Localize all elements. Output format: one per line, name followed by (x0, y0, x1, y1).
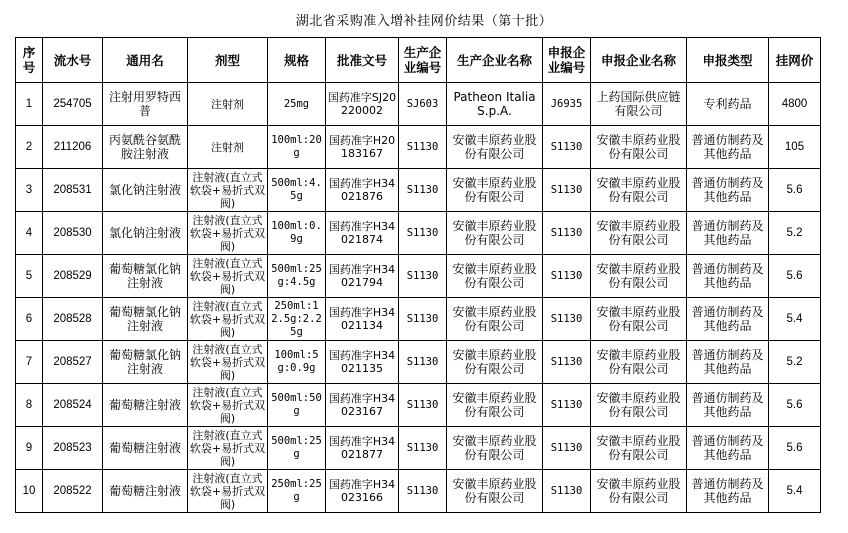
cell-declarer-name (591, 212, 687, 255)
cell-price (769, 470, 821, 513)
cell-generic-name-text: 葡萄糖氯化钠注射液 (108, 262, 181, 290)
cell-declarer-name-text: 安徽丰原药业股份有限公司 (596, 477, 681, 505)
cell-serial (43, 255, 103, 298)
cell-dosage-form (188, 341, 268, 384)
cell-declarer-code (543, 169, 591, 212)
cell-spec (268, 298, 326, 341)
cell-dosage-form (188, 427, 268, 470)
cell-declarer-name (591, 169, 687, 212)
cell-declaration-type (687, 341, 769, 384)
cell-manufacturer-code-text: S1130 (406, 312, 439, 325)
table-row (16, 298, 821, 341)
cell-manufacturer-name-text: 安徽丰原药业股份有限公司 (452, 133, 537, 161)
cell-generic-name (103, 384, 188, 427)
cell-serial-text: 208522 (53, 485, 92, 497)
cell-no-text: 6 (25, 313, 33, 325)
cell-generic-name-text: 葡萄糖氯化钠注射液 (108, 305, 181, 333)
cell-price (769, 169, 821, 212)
cell-no (16, 470, 43, 513)
cell-declarer-code-text: S1130 (550, 312, 583, 325)
page-title: 湖北省采购准入增补挂网价结果（第十批） (295, 14, 553, 29)
table-row (16, 126, 821, 169)
cell-approval-number-text: 国药准字H34023167 (328, 392, 396, 418)
cell-price-text: 5.2 (786, 227, 803, 239)
cell-manufacturer-name (447, 427, 543, 470)
cell-manufacturer-code (399, 255, 447, 298)
cell-manufacturer-code-text: S1130 (406, 226, 439, 239)
cell-approval-number-text: 国药准字H20183167 (328, 134, 396, 160)
cell-manufacturer-code (399, 212, 447, 255)
cell-generic-name-text: 丙氨酰谷氨酰胺注射液 (108, 133, 181, 161)
cell-serial (43, 169, 103, 212)
cell-no-text: 8 (25, 399, 33, 411)
cell-declarer-name (591, 255, 687, 298)
cell-spec (268, 255, 326, 298)
cell-serial-text: 254705 (53, 98, 92, 110)
cell-no (16, 83, 43, 126)
cell-declaration-type-text: 普通仿制药及其他药品 (691, 133, 764, 161)
cell-no-text: 7 (25, 356, 33, 368)
cell-declarer-code (543, 341, 591, 384)
cell-generic-name-text: 氯化钠注射液 (108, 183, 181, 197)
cell-approval-number (326, 427, 399, 470)
cell-manufacturer-code-text: S1130 (406, 398, 439, 411)
cell-approval-number-text: 国药准字H34021876 (328, 177, 396, 203)
cell-no (16, 126, 43, 169)
cell-no (16, 169, 43, 212)
cell-manufacturer-code-text: S1130 (406, 183, 439, 196)
cell-spec (268, 470, 326, 513)
cell-price-text: 5.6 (786, 399, 803, 411)
cell-declaration-type-text: 普通仿制药及其他药品 (691, 262, 764, 290)
cell-dosage-form (188, 169, 268, 212)
cell-generic-name (103, 470, 188, 513)
cell-serial (43, 83, 103, 126)
cell-price-text: 4800 (781, 98, 808, 110)
cell-manufacturer-name (447, 126, 543, 169)
cell-declarer-name-text: 安徽丰原药业股份有限公司 (596, 262, 681, 290)
cell-dosage-form (188, 384, 268, 427)
cell-manufacturer-code (399, 470, 447, 513)
cell-manufacturer-code (399, 427, 447, 470)
table-row (16, 83, 821, 126)
cell-declaration-type (687, 212, 769, 255)
cell-dosage-form-text: 注射液(直立式软袋+易折式双阀) (189, 170, 266, 210)
cell-spec (268, 341, 326, 384)
cell-approval-number-text: 国药准字H34023166 (328, 478, 396, 504)
cell-spec-text: 100ml:0.9g (271, 220, 322, 245)
cell-no (16, 341, 43, 384)
cell-no-text: 2 (25, 141, 33, 153)
cell-serial-text: 208527 (53, 356, 92, 368)
cell-manufacturer-code (399, 169, 447, 212)
cell-no (16, 255, 43, 298)
cell-dosage-form (188, 83, 268, 126)
header-declarer-code: 申报企业编号 (543, 38, 591, 83)
cell-serial (43, 212, 103, 255)
cell-dosage-form-text: 注射液(直立式软袋+易折式双阀) (189, 428, 266, 468)
cell-declarer-name (591, 341, 687, 384)
cell-manufacturer-name (447, 341, 543, 384)
cell-manufacturer-code-text: S1130 (406, 484, 439, 497)
cell-declaration-type (687, 83, 769, 126)
cell-manufacturer-name (447, 298, 543, 341)
header-price: 挂网价 (769, 38, 821, 83)
cell-declarer-name-text: 上药国际供应链有限公司 (596, 90, 681, 118)
header-manufacturer-name: 生产企业名称 (447, 38, 543, 83)
cell-manufacturer-name-text: 安徽丰原药业股份有限公司 (452, 391, 537, 419)
cell-generic-name-text: 葡萄糖注射液 (108, 441, 181, 455)
cell-dosage-form (188, 470, 268, 513)
cell-generic-name (103, 212, 188, 255)
cell-approval-number (326, 126, 399, 169)
cell-manufacturer-code (399, 126, 447, 169)
cell-declaration-type (687, 470, 769, 513)
cell-no-text: 1 (25, 98, 33, 110)
header-approval-number: 批准文号 (326, 38, 399, 83)
cell-serial-text: 208530 (53, 227, 92, 239)
cell-approval-number-text: 国药准字H34021794 (328, 263, 396, 289)
cell-spec-text: 500ml:4.5g (271, 177, 322, 202)
cell-approval-number-text: 国药准字H34021134 (328, 306, 396, 332)
cell-price-text: 5.6 (786, 442, 803, 454)
cell-manufacturer-code-text: S1130 (406, 269, 439, 282)
cell-generic-name-text: 葡萄糖氯化钠注射液 (108, 348, 181, 376)
cell-approval-number (326, 384, 399, 427)
cell-declaration-type (687, 169, 769, 212)
cell-serial (43, 427, 103, 470)
cell-serial-text: 211206 (53, 141, 92, 153)
cell-price (769, 298, 821, 341)
cell-declarer-name-text: 安徽丰原药业股份有限公司 (596, 133, 681, 161)
cell-declarer-name (591, 470, 687, 513)
cell-dosage-form-text: 注射液(直立式软袋+易折式双阀) (189, 471, 266, 511)
cell-manufacturer-code (399, 341, 447, 384)
cell-manufacturer-code-text: SJ603 (406, 97, 439, 110)
cell-dosage-form (188, 212, 268, 255)
cell-declarer-name (591, 83, 687, 126)
table-header-row (16, 38, 821, 83)
cell-declarer-code (543, 298, 591, 341)
cell-declarer-code-text: S1130 (550, 183, 583, 196)
cell-manufacturer-name (447, 384, 543, 427)
cell-no-text: 3 (25, 184, 33, 196)
cell-serial (43, 470, 103, 513)
table-row (16, 470, 821, 513)
cell-manufacturer-name-text: 安徽丰原药业股份有限公司 (452, 434, 537, 462)
cell-serial (43, 341, 103, 384)
cell-dosage-form (188, 298, 268, 341)
cell-declarer-code-text: S1130 (550, 269, 583, 282)
cell-price (769, 83, 821, 126)
cell-approval-number (326, 83, 399, 126)
cell-spec (268, 427, 326, 470)
cell-dosage-form-text: 注射液(直立式软袋+易折式双阀) (189, 385, 266, 425)
cell-spec (268, 169, 326, 212)
results-table (15, 37, 821, 513)
cell-declarer-code (543, 384, 591, 427)
cell-generic-name (103, 126, 188, 169)
table-row (16, 169, 821, 212)
cell-price (769, 212, 821, 255)
header-serial: 流水号 (43, 38, 103, 83)
cell-generic-name (103, 298, 188, 341)
cell-declarer-name (591, 298, 687, 341)
cell-price (769, 427, 821, 470)
cell-approval-number-text: 国药准字H34021877 (328, 435, 396, 461)
cell-no (16, 212, 43, 255)
cell-serial-text: 208523 (53, 442, 92, 454)
cell-declarer-code-text: S1130 (550, 226, 583, 239)
cell-declarer-name-text: 安徽丰原药业股份有限公司 (596, 434, 681, 462)
cell-dosage-form-text: 注射液(直立式软袋+易折式双阀) (189, 342, 266, 382)
cell-generic-name-text: 注射用罗特西普 (108, 90, 181, 118)
cell-declaration-type-text: 普通仿制药及其他药品 (691, 348, 764, 376)
cell-approval-number (326, 341, 399, 384)
cell-manufacturer-code (399, 83, 447, 126)
cell-approval-number-text: 国药准字SJ20220002 (327, 91, 397, 117)
cell-declarer-name (591, 427, 687, 470)
cell-generic-name (103, 341, 188, 384)
cell-declaration-type-text: 普通仿制药及其他药品 (691, 477, 764, 505)
cell-declarer-code-text: S1130 (550, 140, 583, 153)
cell-serial-text: 208531 (53, 184, 92, 196)
table-row (16, 427, 821, 470)
cell-declaration-type-text: 普通仿制药及其他药品 (691, 219, 764, 247)
cell-spec (268, 384, 326, 427)
cell-price-text: 5.4 (786, 485, 803, 497)
cell-generic-name (103, 427, 188, 470)
cell-declaration-type-text: 普通仿制药及其他药品 (691, 176, 764, 204)
cell-declarer-code (543, 427, 591, 470)
cell-manufacturer-code (399, 384, 447, 427)
cell-declaration-type-text: 普通仿制药及其他药品 (691, 305, 764, 333)
cell-manufacturer-name-text: 安徽丰原药业股份有限公司 (452, 262, 537, 290)
cell-generic-name-text: 葡萄糖注射液 (108, 484, 181, 498)
cell-no-text: 5 (25, 270, 33, 282)
cell-spec-text: 500ml:25g (271, 435, 322, 460)
cell-manufacturer-name-text: 安徽丰原药业股份有限公司 (452, 477, 537, 505)
cell-no-text: 9 (25, 442, 33, 454)
table-row (16, 212, 821, 255)
cell-spec-text: 250ml:12.5g:2.25g (271, 299, 322, 338)
cell-declaration-type (687, 126, 769, 169)
cell-manufacturer-name (447, 470, 543, 513)
cell-serial (43, 384, 103, 427)
header-spec: 规格 (268, 38, 326, 83)
cell-declaration-type-text: 专利药品 (703, 97, 752, 111)
cell-declaration-type (687, 384, 769, 427)
cell-spec-text: 500ml:50g (271, 392, 322, 417)
cell-generic-name (103, 255, 188, 298)
cell-manufacturer-name (447, 169, 543, 212)
cell-manufacturer-name-text: 安徽丰原药业股份有限公司 (452, 305, 537, 333)
cell-approval-number (326, 470, 399, 513)
cell-manufacturer-name-text: 安徽丰原药业股份有限公司 (452, 348, 537, 376)
cell-declarer-code-text: S1130 (550, 398, 583, 411)
cell-declaration-type-text: 普通仿制药及其他药品 (691, 391, 764, 419)
cell-spec (268, 212, 326, 255)
cell-declarer-name-text: 安徽丰原药业股份有限公司 (596, 305, 681, 333)
cell-manufacturer-name-text: 安徽丰原药业股份有限公司 (452, 219, 537, 247)
cell-serial-text: 208529 (53, 270, 92, 282)
cell-price-text: 5.6 (786, 184, 803, 196)
cell-declarer-name-text: 安徽丰原药业股份有限公司 (596, 176, 681, 204)
cell-declarer-code-text: J6935 (550, 97, 583, 110)
cell-serial-text: 208524 (53, 399, 92, 411)
cell-declarer-code (543, 255, 591, 298)
cell-spec (268, 126, 326, 169)
cell-dosage-form-text: 注射液(直立式软袋+易折式双阀) (189, 299, 266, 339)
cell-declaration-type (687, 427, 769, 470)
cell-declarer-code-text: S1130 (550, 484, 583, 497)
cell-price-text: 5.6 (786, 270, 803, 282)
header-declarer-name: 申报企业名称 (591, 38, 687, 83)
cell-no (16, 427, 43, 470)
cell-generic-name (103, 83, 188, 126)
cell-spec-text: 250ml:25g (271, 478, 322, 503)
cell-declarer-name (591, 126, 687, 169)
cell-declarer-code (543, 470, 591, 513)
cell-declarer-code-text: S1130 (550, 441, 583, 454)
cell-dosage-form-text: 注射液(直立式软袋+易折式双阀) (189, 213, 266, 253)
cell-declaration-type-text: 普通仿制药及其他药品 (691, 434, 764, 462)
cell-manufacturer-code-text: S1130 (406, 355, 439, 368)
cell-manufacturer-name (447, 83, 543, 126)
cell-no (16, 384, 43, 427)
cell-generic-name (103, 169, 188, 212)
cell-declarer-code (543, 126, 591, 169)
cell-serial (43, 298, 103, 341)
cell-serial-text: 208528 (53, 313, 92, 325)
cell-spec (268, 83, 326, 126)
cell-dosage-form-text: 注射剂 (211, 97, 244, 111)
cell-price-text: 5.4 (786, 313, 803, 325)
header-no: 序号 (16, 38, 43, 83)
cell-generic-name-text: 葡萄糖注射液 (108, 398, 181, 412)
cell-serial (43, 126, 103, 169)
cell-manufacturer-name (447, 212, 543, 255)
cell-declaration-type (687, 298, 769, 341)
cell-declarer-code-text: S1130 (550, 355, 583, 368)
cell-declarer-name-text: 安徽丰原药业股份有限公司 (596, 348, 681, 376)
cell-price (769, 341, 821, 384)
cell-declarer-name-text: 安徽丰原药业股份有限公司 (596, 219, 681, 247)
cell-price (769, 126, 821, 169)
cell-approval-number (326, 298, 399, 341)
cell-manufacturer-code-text: S1130 (406, 140, 439, 153)
cell-dosage-form-text: 注射剂 (211, 140, 244, 154)
table-body (16, 83, 821, 513)
cell-declaration-type (687, 255, 769, 298)
cell-manufacturer-name-text: 安徽丰原药业股份有限公司 (452, 176, 537, 204)
table-row (16, 255, 821, 298)
cell-approval-number (326, 255, 399, 298)
cell-spec-text: 100ml:20g (271, 134, 322, 159)
cell-price-text: 5.2 (786, 356, 803, 368)
cell-price (769, 255, 821, 298)
cell-price (769, 384, 821, 427)
cell-manufacturer-code-text: S1130 (406, 441, 439, 454)
cell-spec-text: 25mg (283, 97, 310, 110)
cell-spec-text: 500ml:25g:4.5g (271, 263, 322, 288)
cell-declarer-name (591, 384, 687, 427)
cell-dosage-form (188, 255, 268, 298)
cell-manufacturer-name (447, 255, 543, 298)
header-dosage-form: 剂型 (188, 38, 268, 83)
cell-declarer-code (543, 212, 591, 255)
cell-no-text: 4 (25, 227, 33, 239)
cell-approval-number-text: 国药准字H34021874 (328, 220, 396, 246)
header-generic-name: 通用名 (103, 38, 188, 83)
cell-declarer-name-text: 安徽丰原药业股份有限公司 (596, 391, 681, 419)
cell-generic-name-text: 氯化钠注射液 (108, 226, 181, 240)
cell-manufacturer-code (399, 298, 447, 341)
cell-approval-number (326, 169, 399, 212)
cell-approval-number (326, 212, 399, 255)
table-row (16, 384, 821, 427)
cell-dosage-form-text: 注射液(直立式软袋+易折式双阀) (189, 256, 266, 296)
cell-no (16, 298, 43, 341)
cell-spec-text: 100ml:5g:0.9g (274, 349, 319, 374)
header-manufacturer-code: 生产企业编号 (399, 38, 447, 83)
cell-dosage-form (188, 126, 268, 169)
header-declaration-type: 申报类型 (687, 38, 769, 83)
cell-no-text: 10 (22, 485, 36, 497)
cell-declarer-code (543, 83, 591, 126)
table-row (16, 341, 821, 384)
cell-manufacturer-name-text: Patheon Italia S.p.A. (453, 90, 536, 118)
cell-price-text: 105 (784, 141, 805, 153)
cell-approval-number-text: 国药准字H34021135 (328, 349, 396, 375)
